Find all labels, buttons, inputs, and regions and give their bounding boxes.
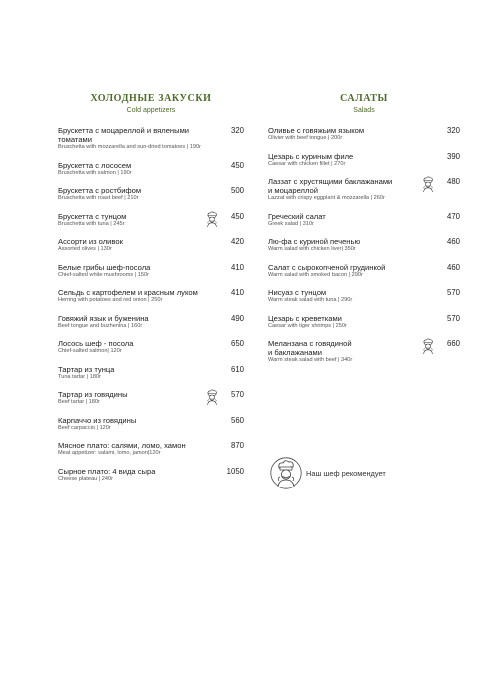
menu-item: [58, 263, 244, 280]
dish-price: 460: [446, 237, 460, 246]
dish-name-en: Chief-salted salmon| 120г: [58, 348, 122, 354]
menu-item: [268, 212, 460, 229]
dish-price: 470: [446, 211, 460, 221]
dish-name-ru: Лосось шеф - посола: [58, 339, 134, 348]
menu-item: [58, 288, 244, 305]
dish-name-ru: Тартар из тунца: [58, 364, 115, 374]
menu-item: [58, 390, 244, 407]
section-subtitle: Salads: [353, 107, 375, 114]
dish-name-ru: Меланзана с говядиной и баклажанами: [268, 339, 352, 357]
menu-item: [58, 365, 244, 382]
section-title: ХОЛОДНЫЕ ЗАКУСКИ: [90, 93, 212, 104]
chef-icon: [204, 210, 220, 228]
dish-name-ru: Лю-фа с куриной печенью: [268, 237, 361, 246]
dish-name-ru: Карпаччо из говядины: [58, 415, 137, 425]
dish-name-en: Warm salad with chicken liver| 350г: [268, 246, 356, 252]
dish-name-ru: Тартар из говядины: [58, 390, 128, 399]
chef-icon: [204, 388, 220, 406]
chef-icon: [270, 456, 302, 490]
menu-item: [58, 212, 244, 229]
dish-name-en: Caesar with chicken fillet | 270г: [268, 160, 346, 167]
dish-name-en: Beef tongue and buzhenina | 160г: [58, 322, 143, 329]
dish-name-ru: Ассорти из оливок: [58, 237, 123, 246]
dish-name-en: Olivier with beef tongue | 200г: [268, 135, 343, 141]
menu-item: [268, 339, 460, 365]
cold-appetizers-section: [58, 92, 244, 492]
menu-item: [58, 314, 244, 331]
chef-icon: [420, 337, 436, 355]
menu-item: [58, 467, 244, 484]
dish-name-en: Beef carpaccio | 120г: [58, 424, 111, 431]
dish-name-en: Tuna tartar | 180г: [58, 373, 102, 380]
dish-price: 480: [446, 177, 460, 186]
dish-name-en: Warm steak salad with beef | 340г: [268, 357, 353, 363]
dish-name-en: Bruschetta with tuna | 245г: [58, 220, 125, 227]
section-title: САЛАТЫ: [340, 93, 388, 104]
menu-list: [58, 126, 244, 483]
dish-price: 560: [230, 415, 244, 425]
menu-item: [268, 263, 460, 280]
chef-recommends-legend: [270, 456, 386, 490]
dish-price: 610: [230, 364, 244, 374]
dish-name-en: Bruschetta with mozzarella and sun-dried tomatoes | 190г: [58, 144, 202, 150]
dish-name-ru: Цезарь с креветками: [268, 313, 342, 323]
dish-name-en: Warm salad with smoked bacon | 290г: [268, 271, 364, 278]
menu-item: [268, 177, 460, 203]
dish-price: 570: [230, 390, 244, 399]
dish-price: 1050: [226, 466, 244, 476]
dish-name-ru: Греческий салат: [268, 211, 326, 221]
dish-name-en: Lazzat with crispy eggplant & mozzarella | 260г: [268, 195, 385, 201]
menu-item: [58, 126, 244, 152]
dish-name-en: Meat appetizer: salami, lomo, jamon|120г: [58, 450, 161, 456]
dish-price: 570: [446, 288, 460, 297]
dish-name-ru: Мясное плато: салями, ломо, хамон: [58, 441, 186, 450]
dish-name-en: Bruschetta with salmon | 190г: [58, 169, 132, 176]
chef-icon: [420, 175, 436, 193]
dish-price: 450: [230, 160, 244, 170]
dish-name-en: Herring with potatoes and red onion | 250г: [58, 297, 163, 303]
menu-item: [58, 339, 244, 356]
dish-name-ru: Салат с сырокопченой грудинкой: [268, 262, 386, 272]
menu-item: [268, 288, 460, 305]
menu-item: [268, 126, 460, 143]
menu-item: [58, 186, 244, 203]
dish-name-ru: Нисуаз с тунцом: [268, 288, 327, 297]
dish-name-ru: Брускетта с моцареллой и вялеными томатами: [58, 126, 190, 144]
dish-name-ru: Брускетта с лососем: [58, 160, 132, 170]
menu-item: [268, 237, 460, 254]
dish-name-en: Greek salad | 310г: [268, 220, 315, 227]
menu-item: [58, 441, 244, 458]
dish-price: 390: [446, 151, 460, 161]
dish-price: 420: [230, 237, 244, 246]
legend-text: Наш шеф рекомендует: [306, 468, 386, 478]
dish-name-ru: Говяжий язык и буженина: [58, 313, 149, 323]
dish-price: 320: [446, 126, 460, 135]
dish-name-ru: Лаззат с хрустящими баклажанами и моцареллой: [268, 177, 393, 195]
dish-price: 320: [230, 126, 244, 135]
dish-price: 460: [446, 262, 460, 272]
dish-price: 410: [230, 262, 244, 272]
dish-price: 870: [230, 441, 244, 450]
dish-price: 660: [446, 339, 460, 348]
menu-item: [58, 416, 244, 433]
menu-item: [268, 152, 460, 169]
dish-name-en: Beef tartar | 180г: [58, 399, 101, 405]
menu-item: [58, 237, 244, 254]
dish-name-ru: Брускетта с тунцом: [58, 211, 127, 221]
menu-list: [268, 126, 460, 365]
dish-price: 650: [230, 339, 244, 348]
menu-item: [58, 161, 244, 178]
dish-price: 450: [230, 211, 244, 221]
dish-price: 490: [230, 313, 244, 323]
dish-name-ru: Брускетта с ростбифом: [58, 186, 142, 195]
dish-name-en: Warm steak salad with tuna | 290г: [268, 297, 353, 303]
dish-name-en: Chief-salted white mushrooms | 150г: [58, 271, 150, 278]
dish-name-ru: Цезарь с куриным филе: [268, 151, 354, 161]
dish-price: 570: [446, 313, 460, 323]
dish-name-ru: Белые грибы шеф-посола: [58, 262, 151, 272]
section-subtitle: Cold appetizers: [126, 107, 176, 114]
menu-item: [268, 314, 460, 331]
dish-price: 500: [230, 186, 244, 195]
dish-price: 410: [230, 288, 244, 297]
dish-name-ru: Сырное плато: 4 вида сыра: [58, 466, 156, 476]
dish-name-en: Assorted olives | 130г: [58, 246, 112, 252]
dish-name-ru: Оливье с говяжьим языком: [268, 126, 365, 135]
dish-name-en: Bruschetta with roast beef | 210г: [58, 195, 139, 201]
dish-name-ru: Сельдь с картофелем и красным луком: [58, 288, 198, 297]
salads-section: [268, 92, 460, 374]
dish-name-en: Caesar with tiger shrimps | 250г: [268, 322, 348, 329]
dish-name-en: Cheese plateau | 240г: [58, 475, 114, 482]
